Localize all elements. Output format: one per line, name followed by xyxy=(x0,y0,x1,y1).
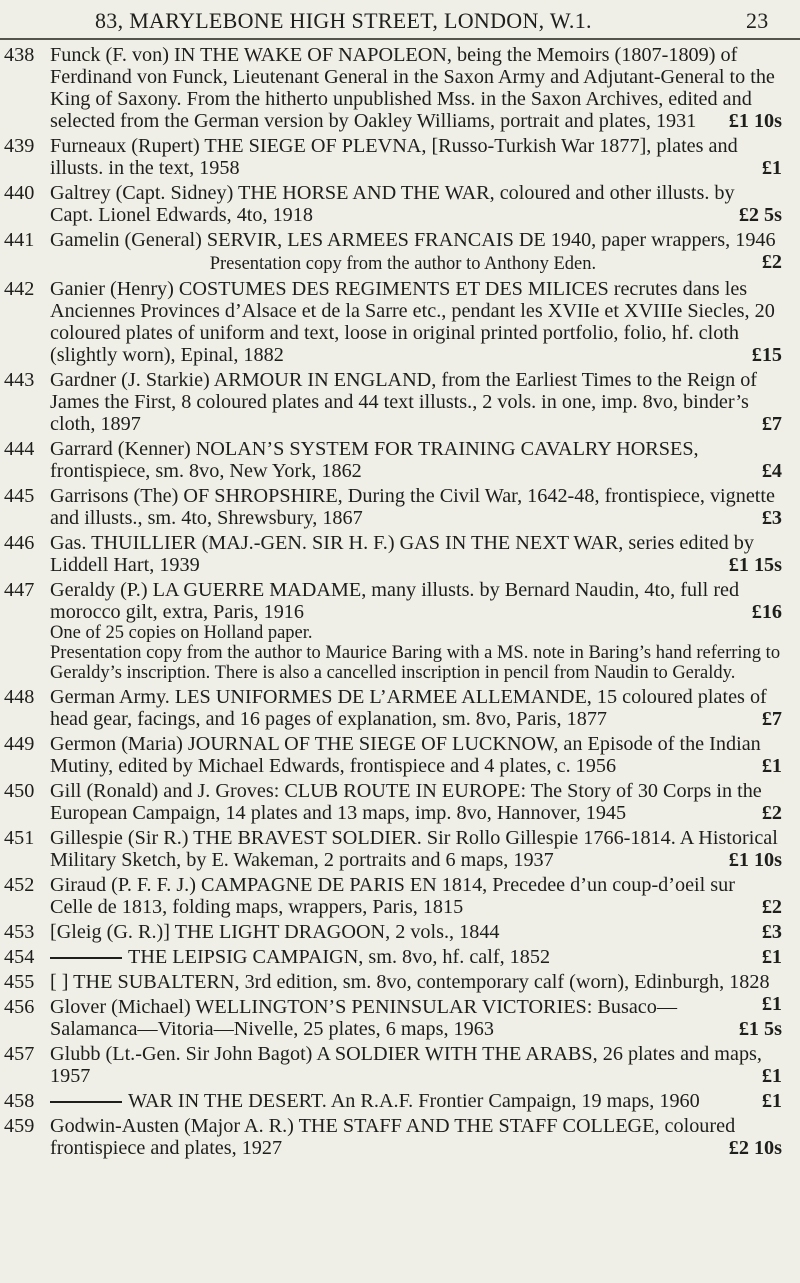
header-title: 83, MARYLEBONE HIGH STREET, LONDON, W.1. xyxy=(95,8,592,33)
entry-number: 457 xyxy=(4,1043,35,1065)
entry-446 xyxy=(0,532,800,576)
entry-price: £3 xyxy=(761,921,782,943)
catalogue-entries xyxy=(0,44,800,1162)
entry-note: Presentation copy from the author to Anthony Eden. xyxy=(209,254,597,274)
entry-number: 458 xyxy=(4,1090,35,1112)
entry-text: THE LEIPSIG CAMPAIGN, sm. 8vo, hf. calf, 1852 xyxy=(128,946,551,968)
entry-text: Germon (Maria) JOURNAL OF THE SIEGE OF LUCKNOW, an Episode of the Indian Mutiny, edited by Michael Edwards, frontispiece and 4 plates, c. 1956 xyxy=(50,733,761,777)
entry-note: One of 25 copies on Holland paper. xyxy=(50,623,313,643)
entry-448 xyxy=(0,686,800,730)
entry-price: £7 xyxy=(761,708,782,730)
entry-text: Galtrey (Capt. Sidney) THE HORSE AND THE WAR, coloured and other illusts. by Capt. Lionel Edwards, 4to, 1918 xyxy=(50,182,735,226)
entry-441 xyxy=(0,229,800,275)
entry-454 xyxy=(0,946,800,968)
entry-text: Furneaux (Rupert) THE SIEGE OF PLEVNA, [Russo-Turkish War 1877], plates and illusts. in the text, 1958 xyxy=(50,135,738,179)
entry-text: Geraldy (P.) LA GUERRE MADAME, many illusts. by Bernard Naudin, 4to, full red morocco gilt, extra, Paris, 1916 xyxy=(50,579,740,623)
entry-444 xyxy=(0,438,800,482)
entry-price: £15 xyxy=(751,344,782,366)
entry-price: £7 xyxy=(761,413,782,435)
entry-number: 444 xyxy=(4,438,35,460)
entry-457 xyxy=(0,1043,800,1087)
entry-452 xyxy=(0,874,800,918)
entry-456 xyxy=(0,996,800,1040)
entry-438 xyxy=(0,44,800,132)
entry-number: 452 xyxy=(4,874,35,896)
entry-text: Gardner (J. Starkie) ARMOUR IN ENGLAND, from the Earliest Times to the Reign of James the First, 8 coloured plates and 44 text illusts., 2 vols. in one, imp. 8vo, binder’s cloth, 1897 xyxy=(50,369,758,435)
ditto-dash xyxy=(50,957,122,959)
entry-445 xyxy=(0,485,800,529)
entry-text: Gamelin (General) SERVIR, LES ARMEES FRANCAIS DE 1940, paper wrappers, 1946 xyxy=(50,229,776,251)
entry-440 xyxy=(0,182,800,226)
entry-price: £1 10s xyxy=(728,849,782,871)
entry-price: £3 xyxy=(761,507,782,529)
entry-number: 447 xyxy=(4,579,35,601)
entry-447 xyxy=(0,579,800,683)
entry-number: 446 xyxy=(4,532,35,554)
entry-number: 459 xyxy=(4,1115,35,1137)
entry-number: 440 xyxy=(4,182,35,204)
entry-number: 445 xyxy=(4,485,35,507)
entry-number: 438 xyxy=(4,44,35,66)
entry-453 xyxy=(0,921,800,943)
entry-number: 451 xyxy=(4,827,35,849)
entry-number: 448 xyxy=(4,686,35,708)
entry-text: WAR IN THE DESERT. An R.A.F. Frontier Campaign, 19 maps, 1960 xyxy=(128,1090,700,1112)
entry-443 xyxy=(0,369,800,435)
entry-number: 454 xyxy=(4,946,35,968)
entry-439 xyxy=(0,135,800,179)
entry-price: £2 5s xyxy=(738,204,782,226)
entry-price: £2 xyxy=(761,896,782,918)
entry-price: £2 10s xyxy=(728,1137,782,1159)
entry-text: [Gleig (G. R.)] THE LIGHT DRAGOON, 2 vols., 1844 xyxy=(50,921,500,943)
entry-price: £1 15s xyxy=(728,554,782,576)
entry-number: 442 xyxy=(4,278,35,300)
entry-text: Glubb (Lt.-Gen. Sir John Bagot) A SOLDIER WITH THE ARABS, 26 plates and maps, 1957 xyxy=(50,1043,762,1087)
entry-price: £1 xyxy=(761,993,782,1015)
entry-price: £2 xyxy=(761,802,782,824)
header-rule xyxy=(0,38,800,40)
entry-text: Gas. THUILLIER (MAJ.-GEN. SIR H. F.) GAS IN THE NEXT WAR, series edited by Liddell Hart, 1939 xyxy=(50,532,754,576)
entry-price: £1 xyxy=(761,755,782,777)
entry-text: Gillespie (Sir R.) THE BRAVEST SOLDIER. Sir Rollo Gillespie 1766-1814. A Historical Military Sketch, by E. Wakeman, 2 portraits and 6 maps, 1937 xyxy=(50,827,778,871)
entry-text: German Army. LES UNIFORMES DE L’ARMEE ALLEMANDE, 15 coloured plates of head gear, facings, and 16 pages of explanation, sm. 8vo, Paris, 1877 xyxy=(50,686,767,730)
entry-442 xyxy=(0,278,800,366)
entry-450 xyxy=(0,780,800,824)
entry-number: 441 xyxy=(4,229,35,251)
entry-text: Giraud (P. F. F. J.) CAMPAGNE DE PARIS EN 1814, Precedee d’un coup-d’oeil sur Celle de 1813, folding maps, wrappers, Paris, 1815 xyxy=(50,874,735,918)
entry-458 xyxy=(0,1090,800,1112)
entry-price: £1 10s xyxy=(728,110,782,132)
entry-price: £16 xyxy=(751,601,782,623)
entry-price: £2 xyxy=(761,251,782,273)
entry-number: 450 xyxy=(4,780,35,802)
page-number: 23 xyxy=(746,8,769,33)
ditto-dash xyxy=(50,1101,122,1103)
entry-number: 443 xyxy=(4,369,35,391)
entry-price: £1 xyxy=(761,1065,782,1087)
entry-449 xyxy=(0,733,800,777)
entry-price: £1 xyxy=(761,157,782,179)
entry-number: 453 xyxy=(4,921,35,943)
entry-text: Gill (Ronald) and J. Groves: CLUB ROUTE IN EUROPE: The Story of 30 Corps in the European Campaign, 14 plates and 13 maps, imp. 8vo, Hannover, 1945 xyxy=(50,780,762,824)
entry-number: 456 xyxy=(4,996,35,1018)
entry-459 xyxy=(0,1115,800,1159)
page-header xyxy=(0,8,800,38)
entry-number: 455 xyxy=(4,971,35,993)
entry-text: Garrisons (The) OF SHROPSHIRE, During the Civil War, 1642-48, frontispiece, vignette and illusts., sm. 4to, Shrewsbury, 1867 xyxy=(50,485,775,529)
entry-price: £1 xyxy=(761,1090,782,1112)
entry-note-2: Presentation copy from the author to Maurice Baring with a MS. note in Baring’s hand referring to Geraldy’s inscription. There is also a cancelled inscription in pencil from Naudin to Geraldy. xyxy=(50,643,781,683)
entry-451 xyxy=(0,827,800,871)
entry-text: Ganier (Henry) COSTUMES DES REGIMENTS ET DES MILICES recrutes dans les Anciennes Provinces d’Alsace et de la Sarre etc., pendant les XVIIe et XVIIIe Siecles, 20 coloured plates of uniform and text, loose in original printed portfolio, folio, hf. cloth (slightly worn), Epinal, 1882 xyxy=(50,278,775,366)
entry-price: £1 xyxy=(761,946,782,968)
entry-text: Garrard (Kenner) NOLAN’S SYSTEM FOR TRAINING CAVALRY HORSES, frontispiece, sm. 8vo, New York, 1862 xyxy=(50,438,699,482)
entry-text: Godwin-Austen (Major A. R.) THE STAFF AND THE STAFF COLLEGE, coloured frontispiece and plates, 1927 xyxy=(50,1115,736,1159)
entry-text: Funck (F. von) IN THE WAKE OF NAPOLEON, being the Memoirs (1807-1809) of Ferdinand von Funck, Lieutenant General in the Saxon Army and Adjutant-General to the King of Saxony. From the hitherto unpublished Mss. in the Saxon Archives, edited and selected from the German version by Oakley Williams, portrait and plates, 1931 xyxy=(50,44,775,132)
entry-price: £4 xyxy=(761,460,782,482)
entry-number: 439 xyxy=(4,135,35,157)
entry-text: Glover (Michael) WELLINGTON’S PENINSULAR VICTORIES: Busaco—Salamanca—Vitoria—Nivelle, 25 plates, 6 maps, 1963 xyxy=(50,996,678,1040)
entry-number: 449 xyxy=(4,733,35,755)
entry-text: [ ] THE SUBALTERN, 3rd edition, sm. 8vo, contemporary calf (worn), Edinburgh, 1828 xyxy=(50,971,770,993)
entry-price: £1 5s xyxy=(738,1018,782,1040)
